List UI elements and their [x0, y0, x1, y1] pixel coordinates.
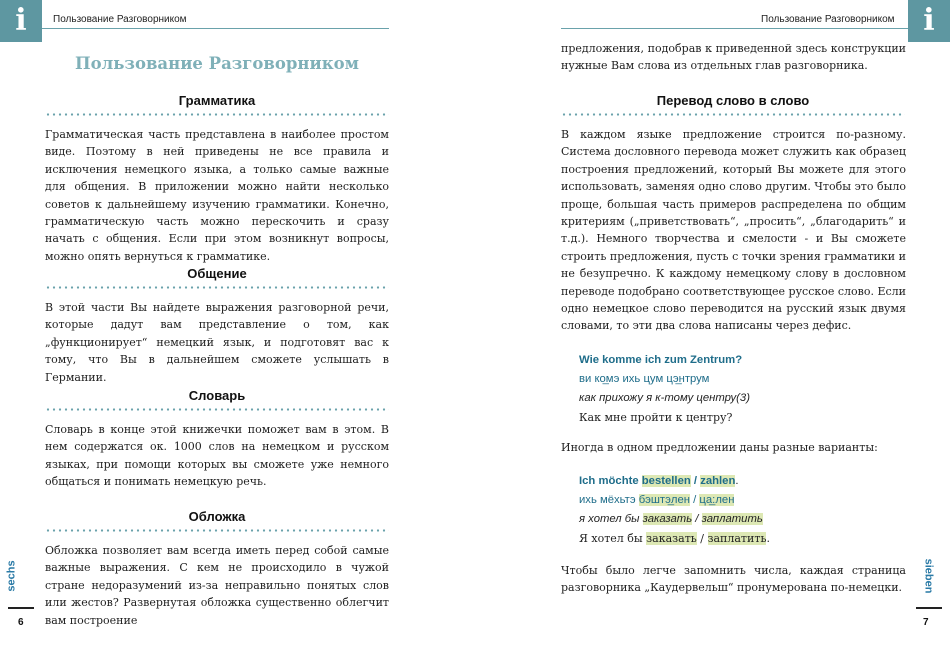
right-page [475, 0, 950, 648]
section-title-grammar: Грамматика [178, 93, 256, 108]
example-russian: Я хотел бы заказать / заплатить. [579, 532, 770, 545]
variant-highlight: заплатить [701, 513, 763, 525]
variants-intro: Иногда в одном предложении даны разные варианты: [561, 441, 878, 454]
variant-highlight: ца̲:лен [699, 494, 735, 506]
dotted-divider [45, 113, 389, 116]
section-text-dictionary: Словарь в конце этой книжечки поможет вам в этом. В нем содержатся ок. 1000 слов на немецком и русском языках, при помощи которых вы сможете уже немного общаться и понимать немецкую речь. [45, 423, 389, 489]
page-number-rule [8, 607, 34, 609]
continuation-text: предложения, подобрав к приведенной здесь конструкции нужные Вам слова из отдельных глав разговорника. [561, 42, 906, 73]
section-title-dictionary: Словарь [188, 388, 246, 403]
section-text-communication: В этой части Вы найдете выражения разговорной речи, которые дадут вам представление о том, как „функционирует“ немецкий язык, и подготовят вас к тому, что Вы в дальнейшем сможете услышать в Германии. [45, 301, 389, 384]
variant-highlight: бэштэ̲лен [638, 494, 690, 506]
dotted-divider [561, 113, 905, 116]
closing-text: Чтобы было легче запомнить числа, каждая страница разговорника „Каудервельш“ пронумерована по-немецки. [561, 564, 906, 595]
section-text-grammar: Грамматическая часть представлена в наиболее простом виде. Поэтому в ней приведены не все правила и исключения немецкого языка, а только самые важные для общения. В приложении можно найти несколько советов к дальнейшему изучению грамматики. Конечно, грамматическую часть можно перескочить и сразу начать с общения. Если при этом возникнут вопросы, можно опять вернуться к грамматике. [45, 128, 389, 263]
example-sentence-2 [579, 472, 770, 548]
dotted-divider [45, 529, 389, 532]
section-title-cover: Обложка [188, 509, 246, 524]
variant-highlight: заказать [646, 532, 697, 545]
page-number: 6 [18, 617, 24, 628]
running-head: Пользование Разговорником [761, 14, 895, 25]
example-german: Wie komme ich zum Zentrum? [579, 354, 743, 366]
dotted-divider [45, 286, 389, 289]
section-title-communication: Общение [187, 266, 247, 281]
dotted-divider [45, 408, 389, 411]
info-icon: i [0, 0, 42, 42]
example-german: Ich möchte bestellen / zahlen. [579, 475, 739, 487]
page-number: 7 [923, 617, 929, 628]
running-head: Пользование Разговорником [53, 14, 187, 25]
example-transcription: ви ко̲мэ ихь цум цэ̲нтрум [579, 373, 710, 385]
header-rule [561, 28, 908, 29]
example-sentence-1 [579, 351, 750, 427]
variant-highlight: заплатить [707, 532, 767, 545]
example-transcription: ихь мёхьтэ бэштэ̲лен / ца̲:лен [579, 494, 735, 506]
page-word-label: sechs [5, 560, 18, 592]
section-text-word-by-word: В каждом языке предложение строится по-разному. Система дословного перевода может служить как образец построения предложений, который Вы можете для этого использовать, заменяя одно слово другим. Чтобы это было проще, большая часть примеров распределена по общим критериям („приветствовать“, „просить“, „благодарить“ и т.д.). Немного творчества и смелости - и Вы сможете строить предложения, пусть с точки зрения грамматики и не безупречно. К каждому немецкому слову в дословном переводе подобрано соответствующее русское слово. Если одно немецкое слово переводится на русский язык двумя словами, то эти два слова написаны через дефис. [561, 128, 906, 333]
header-rule [42, 28, 389, 29]
variant-highlight: bestellen [641, 475, 691, 487]
page-title: Пользование Разговорником [75, 54, 359, 73]
variant-highlight: заказать [642, 513, 693, 525]
variant-highlight: zahlen [700, 475, 736, 487]
page-number-rule [916, 607, 942, 609]
example-russian: Как мне пройти к центру? [579, 411, 733, 424]
section-text-cover: Обложка позволяет вам всегда иметь перед собой самые важные выражения. С кем не происходило в чужой стране недоразумений из-за неправильно понятых слов или жестов? Развернутая обложка существенно облегчит вам построение [45, 544, 389, 627]
example-literal: как прихожу я к-тому центру(3) [579, 392, 750, 404]
info-icon: i [908, 0, 950, 42]
example-literal: я хотел бы заказать / заплатить [579, 513, 763, 525]
page-word-label: sieben [922, 558, 935, 594]
section-title-word-by-word: Перевод слово в слово [656, 93, 810, 108]
